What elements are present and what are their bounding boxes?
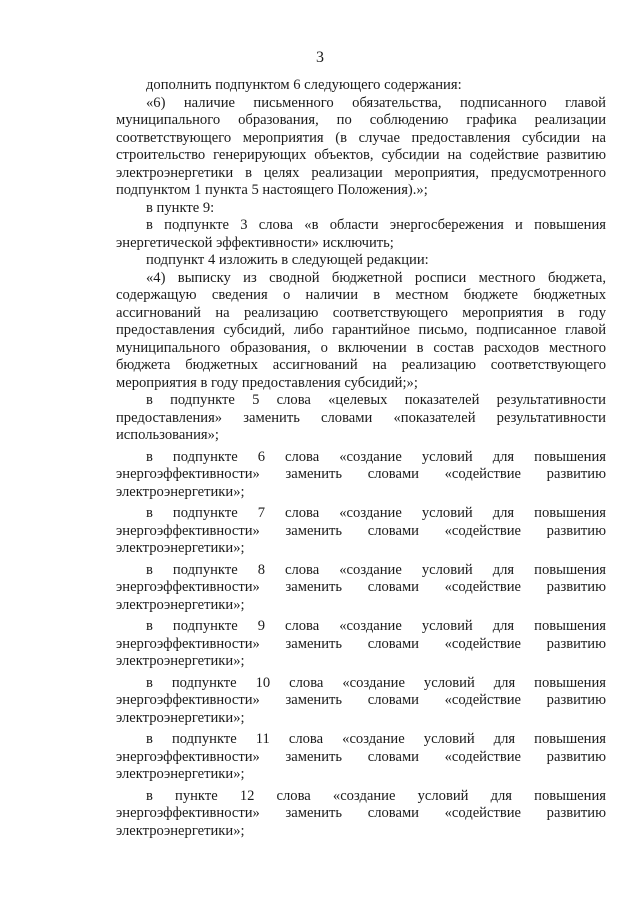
paragraph-intro: дополнить подпунктом 6 следующего содержания: [146, 77, 462, 93]
paragraph-subpoint-10: в подпункте 10 слова «создание условий для повышения энергоэффективности» заменить словами «содействие развитию электроэнергетики»; [116, 674, 606, 726]
paragraph-subpoint-3: в подпункте 3 слова «в области энергосбережения и повышения энергетической эффективности» исключить; [116, 217, 606, 251]
page-number: 3 [316, 49, 324, 66]
paragraph-subpoint-9: в подпункте 9 слова «создание условий для повышения энергоэффективности» заменить словами «содействие развитию электроэнергетики»; [116, 618, 606, 669]
paragraph-subpoint-4-intro: подпункт 4 изложить в следующей редакции: [146, 252, 429, 268]
paragraph-subpoint-5: в подпункте 5 слова «целевых показателей результативности предоставления» заменить словами «показателей результативности использования»; [116, 392, 606, 443]
paragraph-subpoint-6-text: «6) наличие письменного обязательства, подписанного главой муниципального образования, по соблюдению графика реализации соответствующего мероприятия (в случае предоставления субсидии на строительство генерирующих объектов, субсидии на содействие развитию электроэнергетики в целях реализации мероприятия, предусмотренного подпунктом 1 пункта 5 настоящего Положения).»; [116, 94, 606, 198]
paragraph-point-9: в пункте 9: [146, 199, 215, 216]
document-body [116, 77, 606, 840]
paragraph-subpoint-11: в подпункте 11 слова «создание условий для повышения энергоэффективности» заменить словами «содействие развитию электроэнергетики»; [116, 731, 606, 782]
paragraph-subpoint-4-text: «4) выписку из сводной бюджетной росписи местного бюджета, содержащую сведения о наличии в местном бюджете бюджетных ассигнований на реализацию соответствующего мероприятия в году предоставления субсидий, либо гарантийное письмо, подписанное главой муниципального образования, о включении в состав расходов местного бюджета бюджетных ассигнований на реализацию соответствующего мероприятия в году предоставления субсидий;»; [116, 269, 606, 391]
paragraph-subpoint-8: в подпункте 8 слова «создание условий для повышения энергоэффективности» заменить словами «содействие развитию электроэнергетики»; [116, 561, 606, 613]
paragraph-subpoint-7: в подпункте 7 слова «создание условий для повышения энергоэффективности» заменить словами «содействие развитию электроэнергетики»; [116, 505, 606, 556]
paragraph-point-12: в пункте 12 слова «создание условий для повышения энергоэффективности» заменить словами «содействие развитию электроэнергетики»; [116, 787, 606, 839]
paragraph-subpoint-6: в подпункте 6 слова «создание условий для повышения энергоэффективности» заменить словами «содействие развитию электроэнергетики»; [116, 448, 606, 500]
